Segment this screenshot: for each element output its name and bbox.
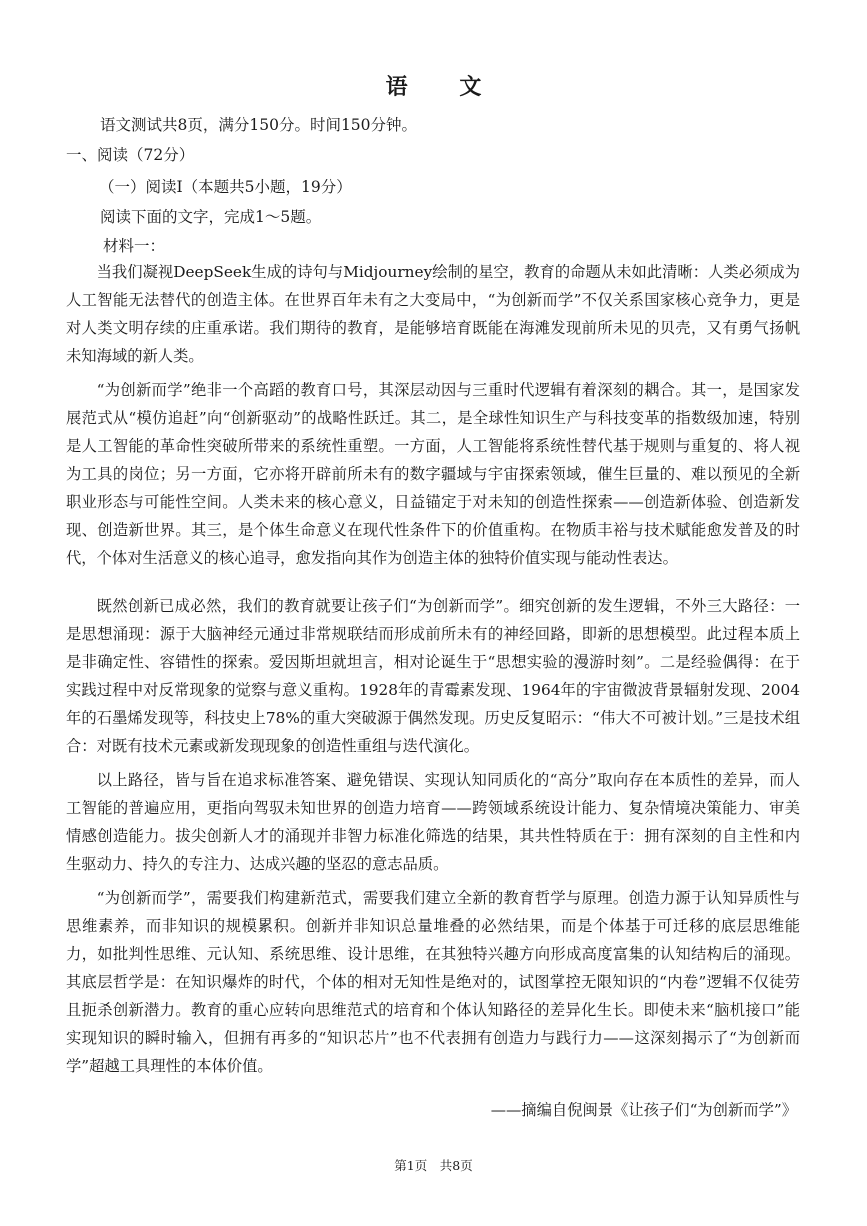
paragraph: 既然创新已成必然，我们的教育就要让孩子们“为创新而学”。细究创新的发生逻辑，不外三大路径：一是思想涌现：源于大脑神经元通过非常规联结而形成前所未有的神经回路，即新的思想模型。此过程本质上是非确定性、容错性的探索。爱因斯坦就坦言，相对论诞生于“思想实验的漫游时刻”。二是经验偶得：在于实践过程中对反常现象的觉察与意义重构。1928年的青霉素发现、1964年的宇宙微波背景辐射发现、2004年的石墨烯发现等，科技史上78%的重大突破源于偶然发现。历史反复昭示：“伟大不可被计划。”三是技术组合：对既有技术元素或新发现现象的创造性重组与迭代演化。 <box>66 597 800 755</box>
paragraph: “为创新而学”，需要我们构建新范式，需要我们建立全新的教育哲学与原理。创造力源于认知异质性与思维素养，而非知识的规模累积。创新并非知识总量堆叠的必然结果，而是个体基于可迁移的底层思维能力，如批判性思维、元认知、系统思维、设计思维，在其独特兴趣方向形成高度富集的认知结构后的涌现。其底层哲学是：在知识爆炸的时代，个体的相对无知性是绝对的，试图掌控无限知识的“内卷”逻辑不仅徒劳且扼杀创新潜力。教育的重心应转向思维范式的培育和个体认知路径的差异化生长。即使未来“脑机接口”能实现知识的瞬时输入，但拥有再多的“知识芯片”也不代表拥有创造力与践行力——这深刻揭示了“为创新而学”超越工具理性的本体价值。 <box>66 889 800 1075</box>
paragraph: 当我们凝视DeepSeek生成的诗句与Midjourney绘制的星空，教育的命题从未如此清晰：人类必须成为人工智能无法替代的创造主体。在世界百年未有之大变局中，“为创新而学”不仅关系国家核心竞争力，更是对人类文明存续的庄重承诺。我们期待的教育，是能够培育既能在海滩发现前所未见的贝壳，又有勇气扬帆未知海域的新人类。 <box>66 263 800 365</box>
reading-instruction: 阅读下面的文字，完成1～5题。 <box>100 208 322 226</box>
exam-intro: 语文测试共8页，满分150分。时间150分钟。 <box>100 116 418 134</box>
paragraph: 以上路径，皆与旨在追求标准答案、避免错误、实现认知同质化的“高分”取向存在本质性的差异，而人工智能的普遍应用，更指向驾驭未知世界的创造力培育——跨领域系统设计能力、复杂情境决策能力、审美情感创造能力。拔尖创新人才的涌现并非智力标准化筛选的结果，其共性特质在于：拥有深刻的自主性和内生驱动力、持久的专注力、达成兴趣的坚忍的意志品质。 <box>66 771 800 873</box>
section-heading: 一、阅读（72分） <box>66 146 195 164</box>
material-label: 材料一： <box>103 237 166 255</box>
source-citation: ——摘编自倪闽景《让孩子们“为创新而学”》 <box>490 1101 797 1119</box>
page-number: 第1页 共8页 <box>394 1158 473 1173</box>
paragraph: “为创新而学”绝非一个高蹈的教育口号，其深层动因与三重时代逻辑有着深刻的耦合。其一，是国家发展范式从“模仿追赶”向“创新驱动”的战略性跃迁。其二，是全球性知识生产与科技变革的指数级加速，特别是人工智能的革命性突破所带来的系统性重塑。一方面，人工智能将系统性替代基于规则与重复的、将人视为工具的岗位；另一方面，它亦将开辟前所未有的数字疆域与宇宙探索领域，催生巨量的、难以预见的全新职业形态与可能性空间。人类未来的核心意义，日益锚定于对未知的创造性探索——创造新体验、创造新发现、创造新世界。其三，是个体生命意义在现代性条件下的价值重构。在物质丰裕与技术赋能愈发普及的时代，个体对生活意义的核心追寻，愈发指向其作为创造主体的独特价值实现与能动性表达。 <box>66 381 800 567</box>
subsection-heading: （一）阅读Ⅰ（本题共5小题，19分） <box>99 178 352 196</box>
page-title: 语 文 <box>385 75 504 100</box>
